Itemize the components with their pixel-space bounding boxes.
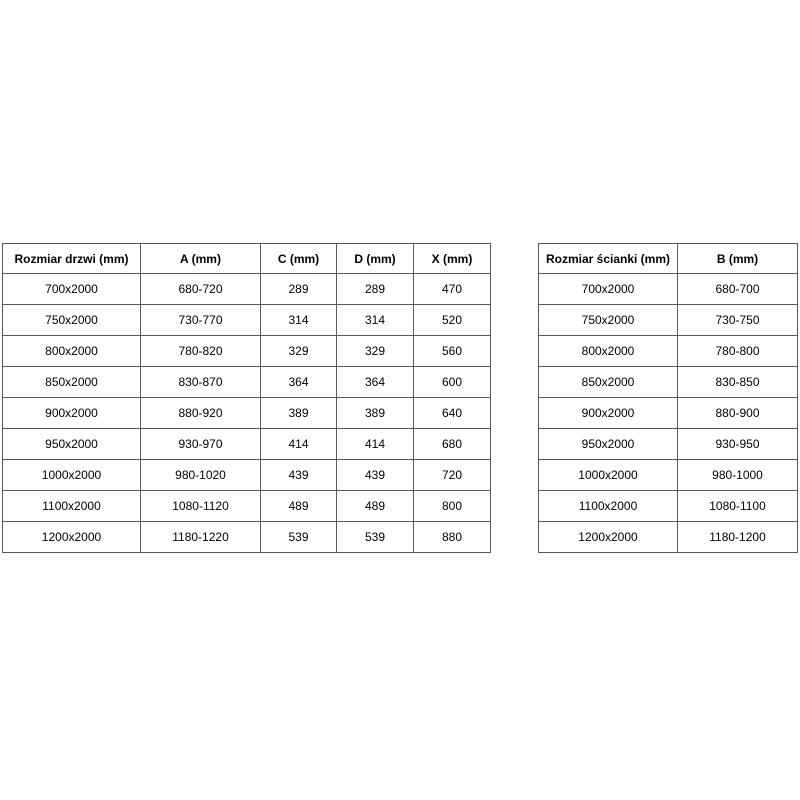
table-cell: 950x2000	[539, 429, 678, 460]
table-cell: 329	[261, 336, 337, 367]
door-sizes-table	[2, 243, 491, 553]
table-cell: 560	[414, 336, 491, 367]
table-cell: 1000x2000	[539, 460, 678, 491]
table-row	[3, 398, 491, 429]
table-cell: 800	[414, 491, 491, 522]
table-cell: 900x2000	[3, 398, 141, 429]
column-header: Rozmiar drzwi (mm)	[3, 244, 141, 274]
table-cell: 470	[414, 274, 491, 305]
column-header: A (mm)	[141, 244, 261, 274]
column-header: X (mm)	[414, 244, 491, 274]
table-cell: 850x2000	[539, 367, 678, 398]
table-cell: 730-770	[141, 305, 261, 336]
table-cell: 780-820	[141, 336, 261, 367]
table-cell: 539	[261, 522, 337, 553]
table-cell: 680-700	[678, 274, 798, 305]
table-row	[3, 429, 491, 460]
table-cell: 950x2000	[3, 429, 141, 460]
table-cell: 1080-1120	[141, 491, 261, 522]
table-cell: 1200x2000	[539, 522, 678, 553]
table-cell: 489	[261, 491, 337, 522]
table-cell: 730-750	[678, 305, 798, 336]
table-cell: 700x2000	[539, 274, 678, 305]
table-cell: 364	[261, 367, 337, 398]
table-cell: 930-970	[141, 429, 261, 460]
table-cell: 930-950	[678, 429, 798, 460]
table-cell: 880-900	[678, 398, 798, 429]
table-row	[539, 460, 798, 491]
table-cell: 800x2000	[539, 336, 678, 367]
table-row	[539, 522, 798, 553]
table-cell: 850x2000	[3, 367, 141, 398]
table-cell: 1080-1100	[678, 491, 798, 522]
column-header: C (mm)	[261, 244, 337, 274]
table-cell: 980-1020	[141, 460, 261, 491]
table-row	[3, 274, 491, 305]
table-row	[539, 398, 798, 429]
table-cell: 289	[261, 274, 337, 305]
table-cell: 289	[337, 274, 414, 305]
table-cell: 830-870	[141, 367, 261, 398]
table-cell: 720	[414, 460, 491, 491]
header-row	[3, 244, 491, 274]
table-row	[539, 336, 798, 367]
table-cell: 680	[414, 429, 491, 460]
table-cell: 750x2000	[3, 305, 141, 336]
header-row	[539, 244, 798, 274]
table-row	[539, 274, 798, 305]
table-row	[539, 429, 798, 460]
column-header: Rozmiar ścianki (mm)	[539, 244, 678, 274]
table-cell: 364	[337, 367, 414, 398]
table-row	[3, 522, 491, 553]
table-cell: 830-850	[678, 367, 798, 398]
wall-sizes-table	[538, 243, 798, 553]
table-cell: 880	[414, 522, 491, 553]
table-cell: 1100x2000	[3, 491, 141, 522]
table-cell: 314	[261, 305, 337, 336]
table-cell: 389	[337, 398, 414, 429]
table-row	[3, 336, 491, 367]
table-cell: 439	[337, 460, 414, 491]
table-cell: 900x2000	[539, 398, 678, 429]
table-cell: 1100x2000	[539, 491, 678, 522]
table-row	[3, 491, 491, 522]
table-cell: 439	[261, 460, 337, 491]
table-row	[539, 491, 798, 522]
column-header: D (mm)	[337, 244, 414, 274]
table-cell: 1180-1200	[678, 522, 798, 553]
table-cell: 1180-1220	[141, 522, 261, 553]
table-row	[539, 367, 798, 398]
table-cell: 980-1000	[678, 460, 798, 491]
table-cell: 700x2000	[3, 274, 141, 305]
table-cell: 680-720	[141, 274, 261, 305]
table-cell: 1200x2000	[3, 522, 141, 553]
column-header: B (mm)	[678, 244, 798, 274]
table-row	[539, 305, 798, 336]
table-cell: 539	[337, 522, 414, 553]
table-cell: 880-920	[141, 398, 261, 429]
table-cell: 640	[414, 398, 491, 429]
table-row	[3, 305, 491, 336]
table-cell: 750x2000	[539, 305, 678, 336]
table-cell: 389	[261, 398, 337, 429]
table-row	[3, 367, 491, 398]
table-cell: 600	[414, 367, 491, 398]
table-cell: 414	[337, 429, 414, 460]
table-cell: 780-800	[678, 336, 798, 367]
table-cell: 1000x2000	[3, 460, 141, 491]
table-cell: 329	[337, 336, 414, 367]
table-cell: 489	[337, 491, 414, 522]
table-cell: 800x2000	[3, 336, 141, 367]
table-cell: 414	[261, 429, 337, 460]
table-cell: 314	[337, 305, 414, 336]
table-cell: 520	[414, 305, 491, 336]
table-row	[3, 460, 491, 491]
